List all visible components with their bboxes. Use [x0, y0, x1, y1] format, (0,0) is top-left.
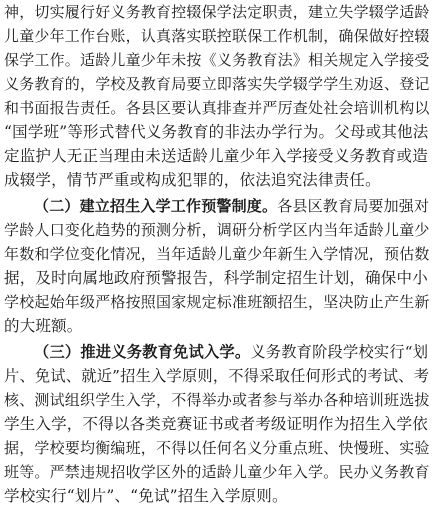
text-line: 据，及时向属地政府预警报告，科学制定招生计划，确保中小 [4, 269, 428, 287]
text-line: 保学工作。适龄儿童少年未按《义务教育法》相关规定入学接受 [4, 51, 430, 69]
text-line: 学龄人口变化趋势的预测分析，调研分析学区内当年适龄儿童少 [4, 221, 430, 239]
section-heading: （二）建立招生入学工作预警制度。 [34, 197, 278, 215]
text-line: “国学班”等形式替代义务教育的非法办学行为。父母或其他法 [4, 123, 429, 141]
text-line: 片、免试、就近”招生入学原则，不得采取任何形式的考试、考 [4, 367, 430, 385]
section-heading: （三）推进义务教育免试入学。 [34, 343, 251, 361]
text-line: 神，切实履行好义务教育控辍保学法定职责，建立失学辍学适龄 [4, 3, 430, 21]
text-line: 学生入学，不得以各类竞赛证书或者考级证明作为招生入学依 [4, 415, 428, 433]
text-line: 义务教育的，学校及教育局要立即落实失学辍学学生劝返、登记 [4, 75, 430, 93]
text-line: 学校实行“划片”、“免试”招生入学原则。 [4, 487, 288, 505]
text-line: 据，学校要均衡编班，不得以任何名义分重点班、快慢班、实验 [4, 439, 430, 457]
text-line: 核、测试组织学生入学，不得举办或者参与举办各种培训班选拔 [4, 391, 430, 409]
text-line: 和书面报告责任。各县区要认真排查并严厉查处社会培训机构以 [4, 99, 430, 117]
text-line: 的大班额。 [4, 317, 83, 335]
text-line: 成辍学，情节严重或构成犯罪的，依法追究法律责任。 [4, 171, 381, 189]
text-line: 学校起始年级严格按照国家规定标准班额招生，坚决防止产生新 [4, 293, 430, 311]
text-line: 班等。严禁违规招收学区外的适龄儿童少年入学。民办义务教育 [4, 463, 430, 481]
section-heading-line [34, 340, 428, 364]
text-line: 儿童少年工作台账，认真落实联控联保工作机制，确保做好控辍 [4, 27, 430, 45]
section-text: 义务教育阶段学校实行“划 [250, 343, 429, 361]
section-heading-line [34, 194, 429, 218]
section-text: 各县区教育局要加强对 [277, 197, 430, 215]
text-line: 年数和学位变化情况，当年适龄儿童少年新生入学情况，预估数 [4, 245, 430, 263]
text-line: 定监护人无正当理由未送适龄儿童少年入学接受义务教育或造 [4, 147, 428, 165]
